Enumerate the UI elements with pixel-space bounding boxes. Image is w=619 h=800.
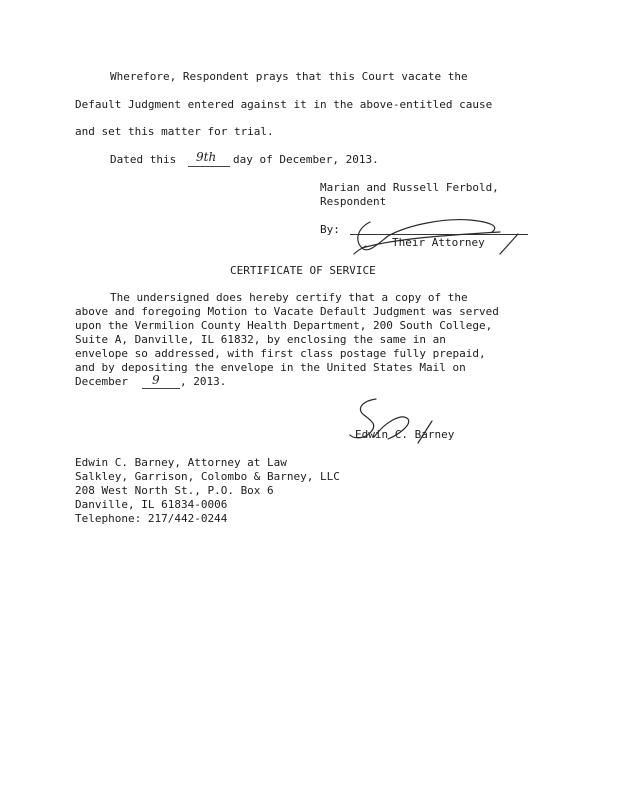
certificate-line-1: The undersigned does hereby certify that a copy of the xyxy=(110,291,468,304)
certificate-line-7-prefix: December xyxy=(75,375,128,388)
certificate-line-5: envelope so addressed, with first class postage fully prepaid, xyxy=(75,347,486,360)
signature-attorney-label: Their Attorney xyxy=(392,236,485,249)
dated-day-underline xyxy=(188,166,230,167)
certificate-day-handwritten: 9 xyxy=(152,373,160,387)
dated-day-handwritten: 9th xyxy=(196,150,217,164)
certificate-line-2: above and foregoing Motion to Vacate Default Judgment was served xyxy=(75,305,499,318)
dated-prefix: Dated this xyxy=(110,153,177,166)
signature-by-label: By: xyxy=(320,223,340,236)
certificate-line-6: and by depositing the envelope in the United States Mail on xyxy=(75,361,466,374)
attorney-info-line-1: Edwin C. Barney, Attorney at Law xyxy=(75,456,287,469)
attorney-info-line-4: Danville, IL 61834-0006 xyxy=(75,498,228,511)
attorney-info-line-2: Salkley, Garrison, Colombo & Barney, LLC xyxy=(75,470,340,483)
prayer-line-2: Default Judgment entered against it in the above-entitled cause xyxy=(75,98,493,111)
prayer-line-1: Wherefore, Respondent prays that this Court vacate the xyxy=(110,70,468,83)
certificate-day-underline xyxy=(142,388,180,389)
attorney-info-line-5: Telephone: 217/442-0244 xyxy=(75,512,228,525)
certificate-line-7-suffix: , 2013. xyxy=(180,375,227,388)
certificate-line-4: Suite A, Danville, IL 61832, by enclosing the same in an xyxy=(75,333,446,346)
certificate-title: CERTIFICATE OF SERVICE xyxy=(230,264,376,277)
certificate-line-3: upon the Vermilion County Health Department, 200 South College, xyxy=(75,319,493,332)
prayer-line-3: and set this matter for trial. xyxy=(75,125,274,138)
attorney-signature-graphic xyxy=(350,210,530,260)
dated-suffix: day of December, 2013. xyxy=(233,153,379,166)
attorney-info-line-3: 208 West North St., P.O. Box 6 xyxy=(75,484,274,497)
certifier-name: Edwin C. Barney xyxy=(355,428,455,441)
signature-role: Respondent xyxy=(320,195,387,208)
signature-party: Marian and Russell Ferbold, xyxy=(320,181,499,194)
